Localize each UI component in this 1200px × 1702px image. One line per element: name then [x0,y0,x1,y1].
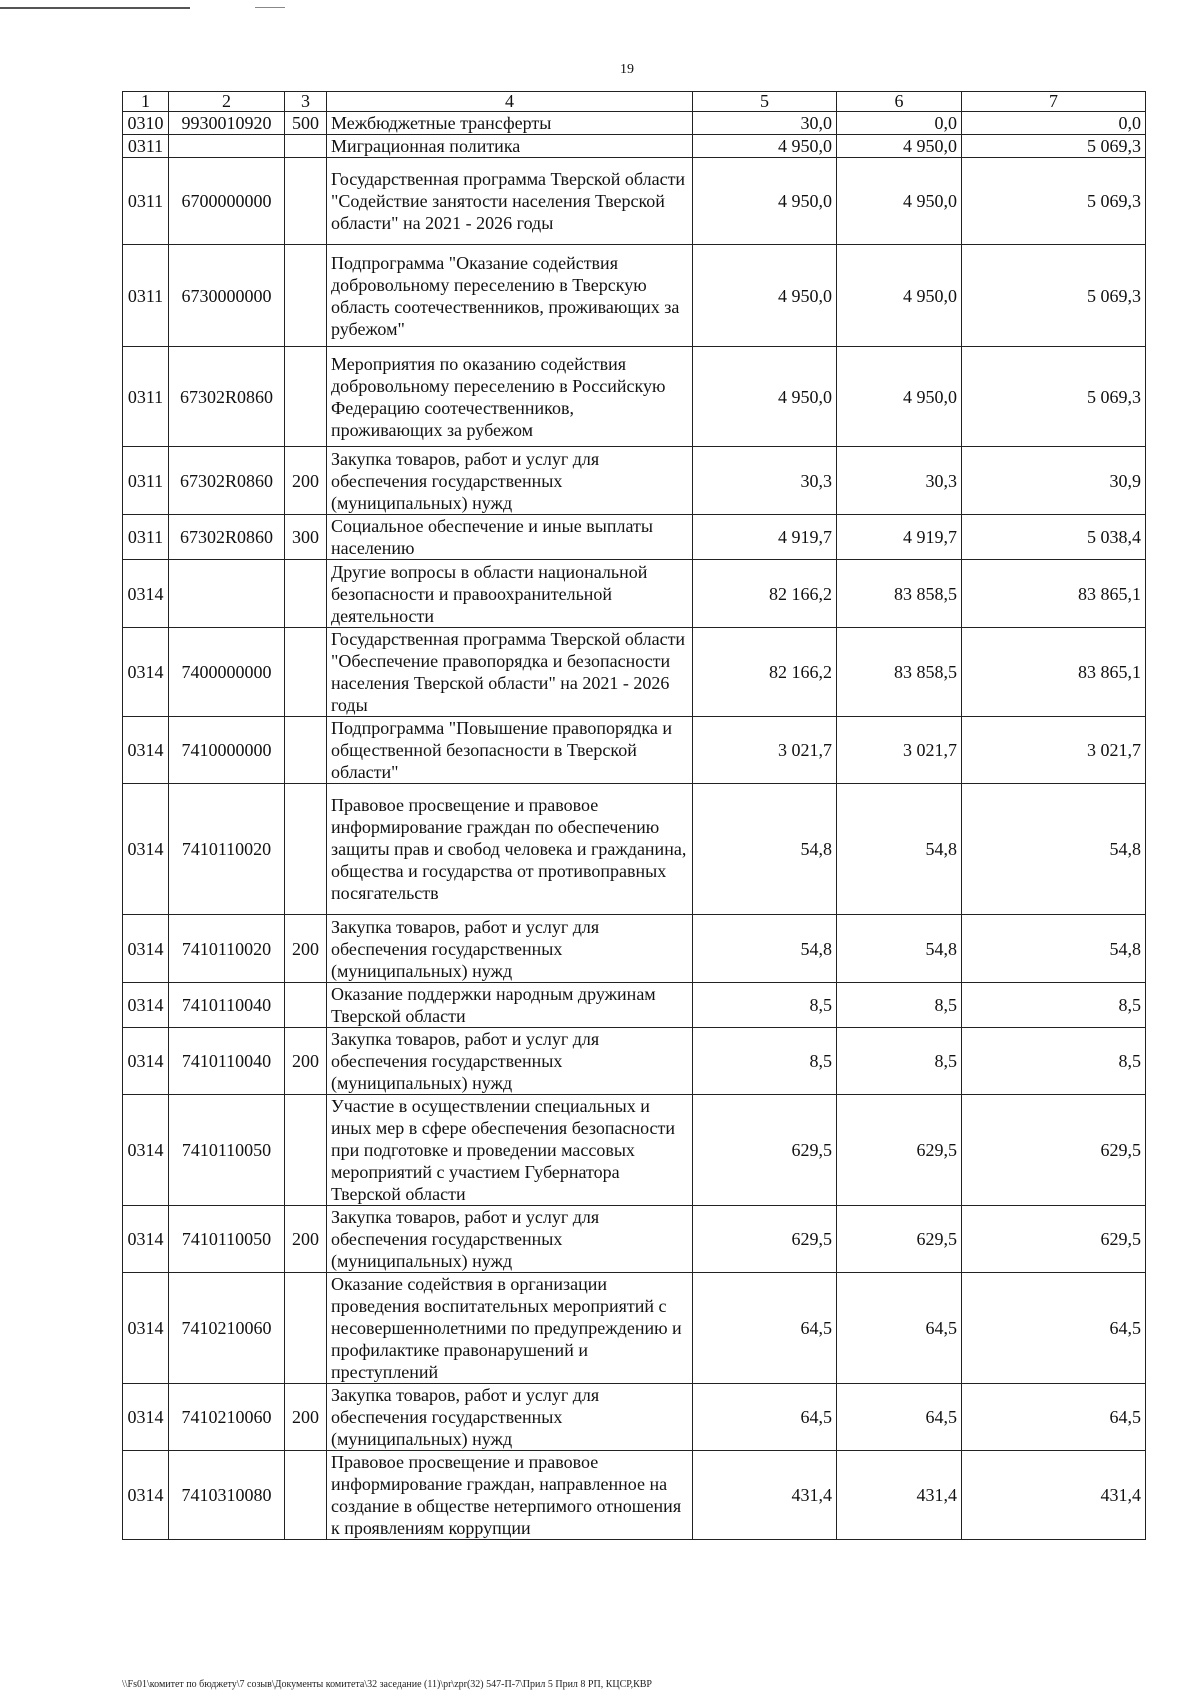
expense-type-cell [285,245,327,347]
section-code-cell: 0314 [123,1451,169,1540]
item-name-cell: Межбюджетные трансферты [327,112,693,135]
amount-col5-cell: 30,0 [693,112,837,135]
scan-edge-line [0,7,190,9]
amount-col6-cell: 4 919,7 [837,515,962,560]
amount-col6-cell: 64,5 [837,1384,962,1451]
amount-col6-cell: 629,5 [837,1095,962,1206]
amount-col5-cell: 82 166,2 [693,560,837,628]
column-header: 2 [169,92,285,112]
expense-type-cell: 200 [285,1384,327,1451]
amount-col6-cell: 4 950,0 [837,347,962,447]
expense-type-cell [285,1273,327,1384]
table-row [123,1451,1146,1540]
item-name-cell: Правовое просвещение и правовое информирование граждан по обеспечению защиты прав и свобод человека и гражданина, общества и государства от противоправных посягательств [327,784,693,915]
expense-type-cell [285,1095,327,1206]
amount-col7-cell: 54,8 [962,915,1146,983]
expense-type-cell [285,628,327,717]
amount-col6-cell: 4 950,0 [837,245,962,347]
expense-type-cell [285,1451,327,1540]
item-name-cell: Подпрограмма "Оказание содействия добровольному переселению в Тверскую область соотечественников, проживающих за рубежом" [327,245,693,347]
item-name-cell: Закупка товаров, работ и услуг для обеспечения государственных (муниципальных) нужд [327,1206,693,1273]
target-article-cell: 7410110040 [169,983,285,1028]
amount-col7-cell: 64,5 [962,1273,1146,1384]
table-row [123,158,1146,245]
amount-col7-cell: 83 865,1 [962,628,1146,717]
table-row [123,628,1146,717]
amount-col7-cell: 5 069,3 [962,245,1146,347]
amount-col5-cell: 4 950,0 [693,158,837,245]
expense-type-cell [285,560,327,628]
amount-col5-cell: 8,5 [693,983,837,1028]
amount-col5-cell: 4 950,0 [693,347,837,447]
amount-col7-cell: 8,5 [962,1028,1146,1095]
amount-col5-cell: 30,3 [693,447,837,515]
target-article-cell: 67302R0860 [169,447,285,515]
expense-type-cell [285,158,327,245]
amount-col6-cell: 54,8 [837,915,962,983]
amount-col6-cell: 4 950,0 [837,158,962,245]
table-row [123,347,1146,447]
amount-col7-cell: 431,4 [962,1451,1146,1540]
table-row [123,1095,1146,1206]
item-name-cell: Другие вопросы в области национальной безопасности и правоохранительной деятельности [327,560,693,628]
section-code-cell: 0314 [123,784,169,915]
amount-col7-cell: 629,5 [962,1206,1146,1273]
expense-type-cell [285,717,327,784]
amount-col6-cell: 629,5 [837,1206,962,1273]
section-code-cell: 0311 [123,515,169,560]
section-code-cell: 0314 [123,628,169,717]
item-name-cell: Государственная программа Тверской области "Содействие занятости населения Тверской области" на 2021 - 2026 годы [327,158,693,245]
target-article-cell: 7410310080 [169,1451,285,1540]
section-code-cell: 0314 [123,1273,169,1384]
target-article-cell: 7410110040 [169,1028,285,1095]
item-name-cell: Участие в осуществлении специальных и иных мер в сфере обеспечения безопасности при подготовке и проведении массовых мероприятий с участием Губернатора Тверской области [327,1095,693,1206]
target-article-cell: 7410110050 [169,1206,285,1273]
page-number: 19 [620,62,634,77]
expense-type-cell: 300 [285,515,327,560]
column-number-row [123,92,1146,112]
amount-col7-cell: 54,8 [962,784,1146,915]
amount-col7-cell: 5 038,4 [962,515,1146,560]
section-code-cell: 0311 [123,158,169,245]
table-row [123,1273,1146,1384]
amount-col5-cell: 431,4 [693,1451,837,1540]
table-row [123,915,1146,983]
table-row [123,135,1146,158]
expense-type-cell: 200 [285,1028,327,1095]
table-row [123,1206,1146,1273]
section-code-cell: 0311 [123,447,169,515]
amount-col7-cell: 5 069,3 [962,347,1146,447]
expense-type-cell: 500 [285,112,327,135]
amount-col6-cell: 83 858,5 [837,560,962,628]
amount-col7-cell: 5 069,3 [962,158,1146,245]
target-article-cell: 6730000000 [169,245,285,347]
target-article-cell: 7410210060 [169,1384,285,1451]
amount-col7-cell: 30,9 [962,447,1146,515]
amount-col7-cell: 83 865,1 [962,560,1146,628]
scan-edge-line [255,7,285,8]
expense-type-cell [285,135,327,158]
table-row [123,717,1146,784]
target-article-cell: 67302R0860 [169,515,285,560]
column-header: 3 [285,92,327,112]
expense-type-cell [285,347,327,447]
amount-col5-cell: 54,8 [693,915,837,983]
file-path-footer: \\Fs01\комитет по бюджету\7 созыв\Документы комитета\32 заседание (11)\pr\zpr(32) 547-П-7\Прил 5 Прил 8 РП, КЦСР,КВР [122,1679,652,1690]
item-name-cell: Мероприятия по оказанию содействия добровольному переселению в Российскую Федерацию соотечественников, проживающих за рубежом [327,347,693,447]
amount-col5-cell: 4 950,0 [693,135,837,158]
section-code-cell: 0311 [123,245,169,347]
item-name-cell: Закупка товаров, работ и услуг для обеспечения государственных (муниципальных) нужд [327,915,693,983]
amount-col5-cell: 4 919,7 [693,515,837,560]
target-article-cell [169,135,285,158]
amount-col6-cell: 8,5 [837,1028,962,1095]
table-row [123,1384,1146,1451]
amount-col6-cell: 83 858,5 [837,628,962,717]
section-code-cell: 0314 [123,915,169,983]
item-name-cell: Социальное обеспечение и иные выплаты населению [327,515,693,560]
section-code-cell: 0314 [123,983,169,1028]
amount-col7-cell: 3 021,7 [962,717,1146,784]
expense-type-cell [285,983,327,1028]
expense-type-cell: 200 [285,915,327,983]
amount-col7-cell: 8,5 [962,983,1146,1028]
target-article-cell: 7410110020 [169,784,285,915]
table-row [123,112,1146,135]
column-header: 7 [962,92,1146,112]
target-article-cell: 7410110050 [169,1095,285,1206]
amount-col6-cell: 64,5 [837,1273,962,1384]
table-row [123,515,1146,560]
amount-col5-cell: 64,5 [693,1384,837,1451]
item-name-cell: Оказание поддержки народным дружинам Тверской области [327,983,693,1028]
target-article-cell: 7410000000 [169,717,285,784]
item-name-cell: Подпрограмма "Повышение правопорядка и общественной безопасности в Тверской области" [327,717,693,784]
expense-type-cell: 200 [285,447,327,515]
amount-col5-cell: 4 950,0 [693,245,837,347]
amount-col7-cell: 64,5 [962,1384,1146,1451]
table-row [123,1028,1146,1095]
amount-col6-cell: 8,5 [837,983,962,1028]
amount-col5-cell: 54,8 [693,784,837,915]
item-name-cell: Миграционная политика [327,135,693,158]
amount-col5-cell: 3 021,7 [693,717,837,784]
section-code-cell: 0314 [123,560,169,628]
column-header: 1 [123,92,169,112]
section-code-cell: 0311 [123,347,169,447]
amount-col7-cell: 629,5 [962,1095,1146,1206]
section-code-cell: 0314 [123,1028,169,1095]
target-article-cell: 7400000000 [169,628,285,717]
target-article-cell: 6700000000 [169,158,285,245]
amount-col6-cell: 4 950,0 [837,135,962,158]
amount-col5-cell: 629,5 [693,1095,837,1206]
item-name-cell: Закупка товаров, работ и услуг для обеспечения государственных (муниципальных) нужд [327,1384,693,1451]
item-name-cell: Оказание содействия в организации проведения воспитательных мероприятий с несовершеннолетними по предупреждению и профилактике правонарушений и преступлений [327,1273,693,1384]
target-article-cell [169,560,285,628]
target-article-cell: 9930010920 [169,112,285,135]
item-name-cell: Государственная программа Тверской области "Обеспечение правопорядка и безопасности населения Тверской области" на 2021 - 2026 годы [327,628,693,717]
expense-type-cell [285,784,327,915]
target-article-cell: 7410210060 [169,1273,285,1384]
amount-col6-cell: 54,8 [837,784,962,915]
amount-col5-cell: 629,5 [693,1206,837,1273]
table-row [123,447,1146,515]
section-code-cell: 0314 [123,1206,169,1273]
section-code-cell: 0314 [123,1384,169,1451]
column-header: 4 [327,92,693,112]
target-article-cell: 7410110020 [169,915,285,983]
table-row [123,560,1146,628]
expense-type-cell: 200 [285,1206,327,1273]
amount-col5-cell: 64,5 [693,1273,837,1384]
column-header: 6 [837,92,962,112]
amount-col7-cell: 0,0 [962,112,1146,135]
section-code-cell: 0310 [123,112,169,135]
item-name-cell: Закупка товаров, работ и услуг для обеспечения государственных (муниципальных) нужд [327,1028,693,1095]
table-row [123,784,1146,915]
target-article-cell: 67302R0860 [169,347,285,447]
budget-table [122,91,1146,1540]
column-header: 5 [693,92,837,112]
table-row [123,983,1146,1028]
amount-col6-cell: 431,4 [837,1451,962,1540]
item-name-cell: Закупка товаров, работ и услуг для обеспечения государственных (муниципальных) нужд [327,447,693,515]
section-code-cell: 0314 [123,717,169,784]
item-name-cell: Правовое просвещение и правовое информирование граждан, направленное на создание в обществе нетерпимого отношения к проявлениям коррупции [327,1451,693,1540]
section-code-cell: 0311 [123,135,169,158]
amount-col6-cell: 3 021,7 [837,717,962,784]
amount-col6-cell: 30,3 [837,447,962,515]
amount-col5-cell: 8,5 [693,1028,837,1095]
section-code-cell: 0314 [123,1095,169,1206]
amount-col5-cell: 82 166,2 [693,628,837,717]
amount-col7-cell: 5 069,3 [962,135,1146,158]
table-row [123,245,1146,347]
amount-col6-cell: 0,0 [837,112,962,135]
